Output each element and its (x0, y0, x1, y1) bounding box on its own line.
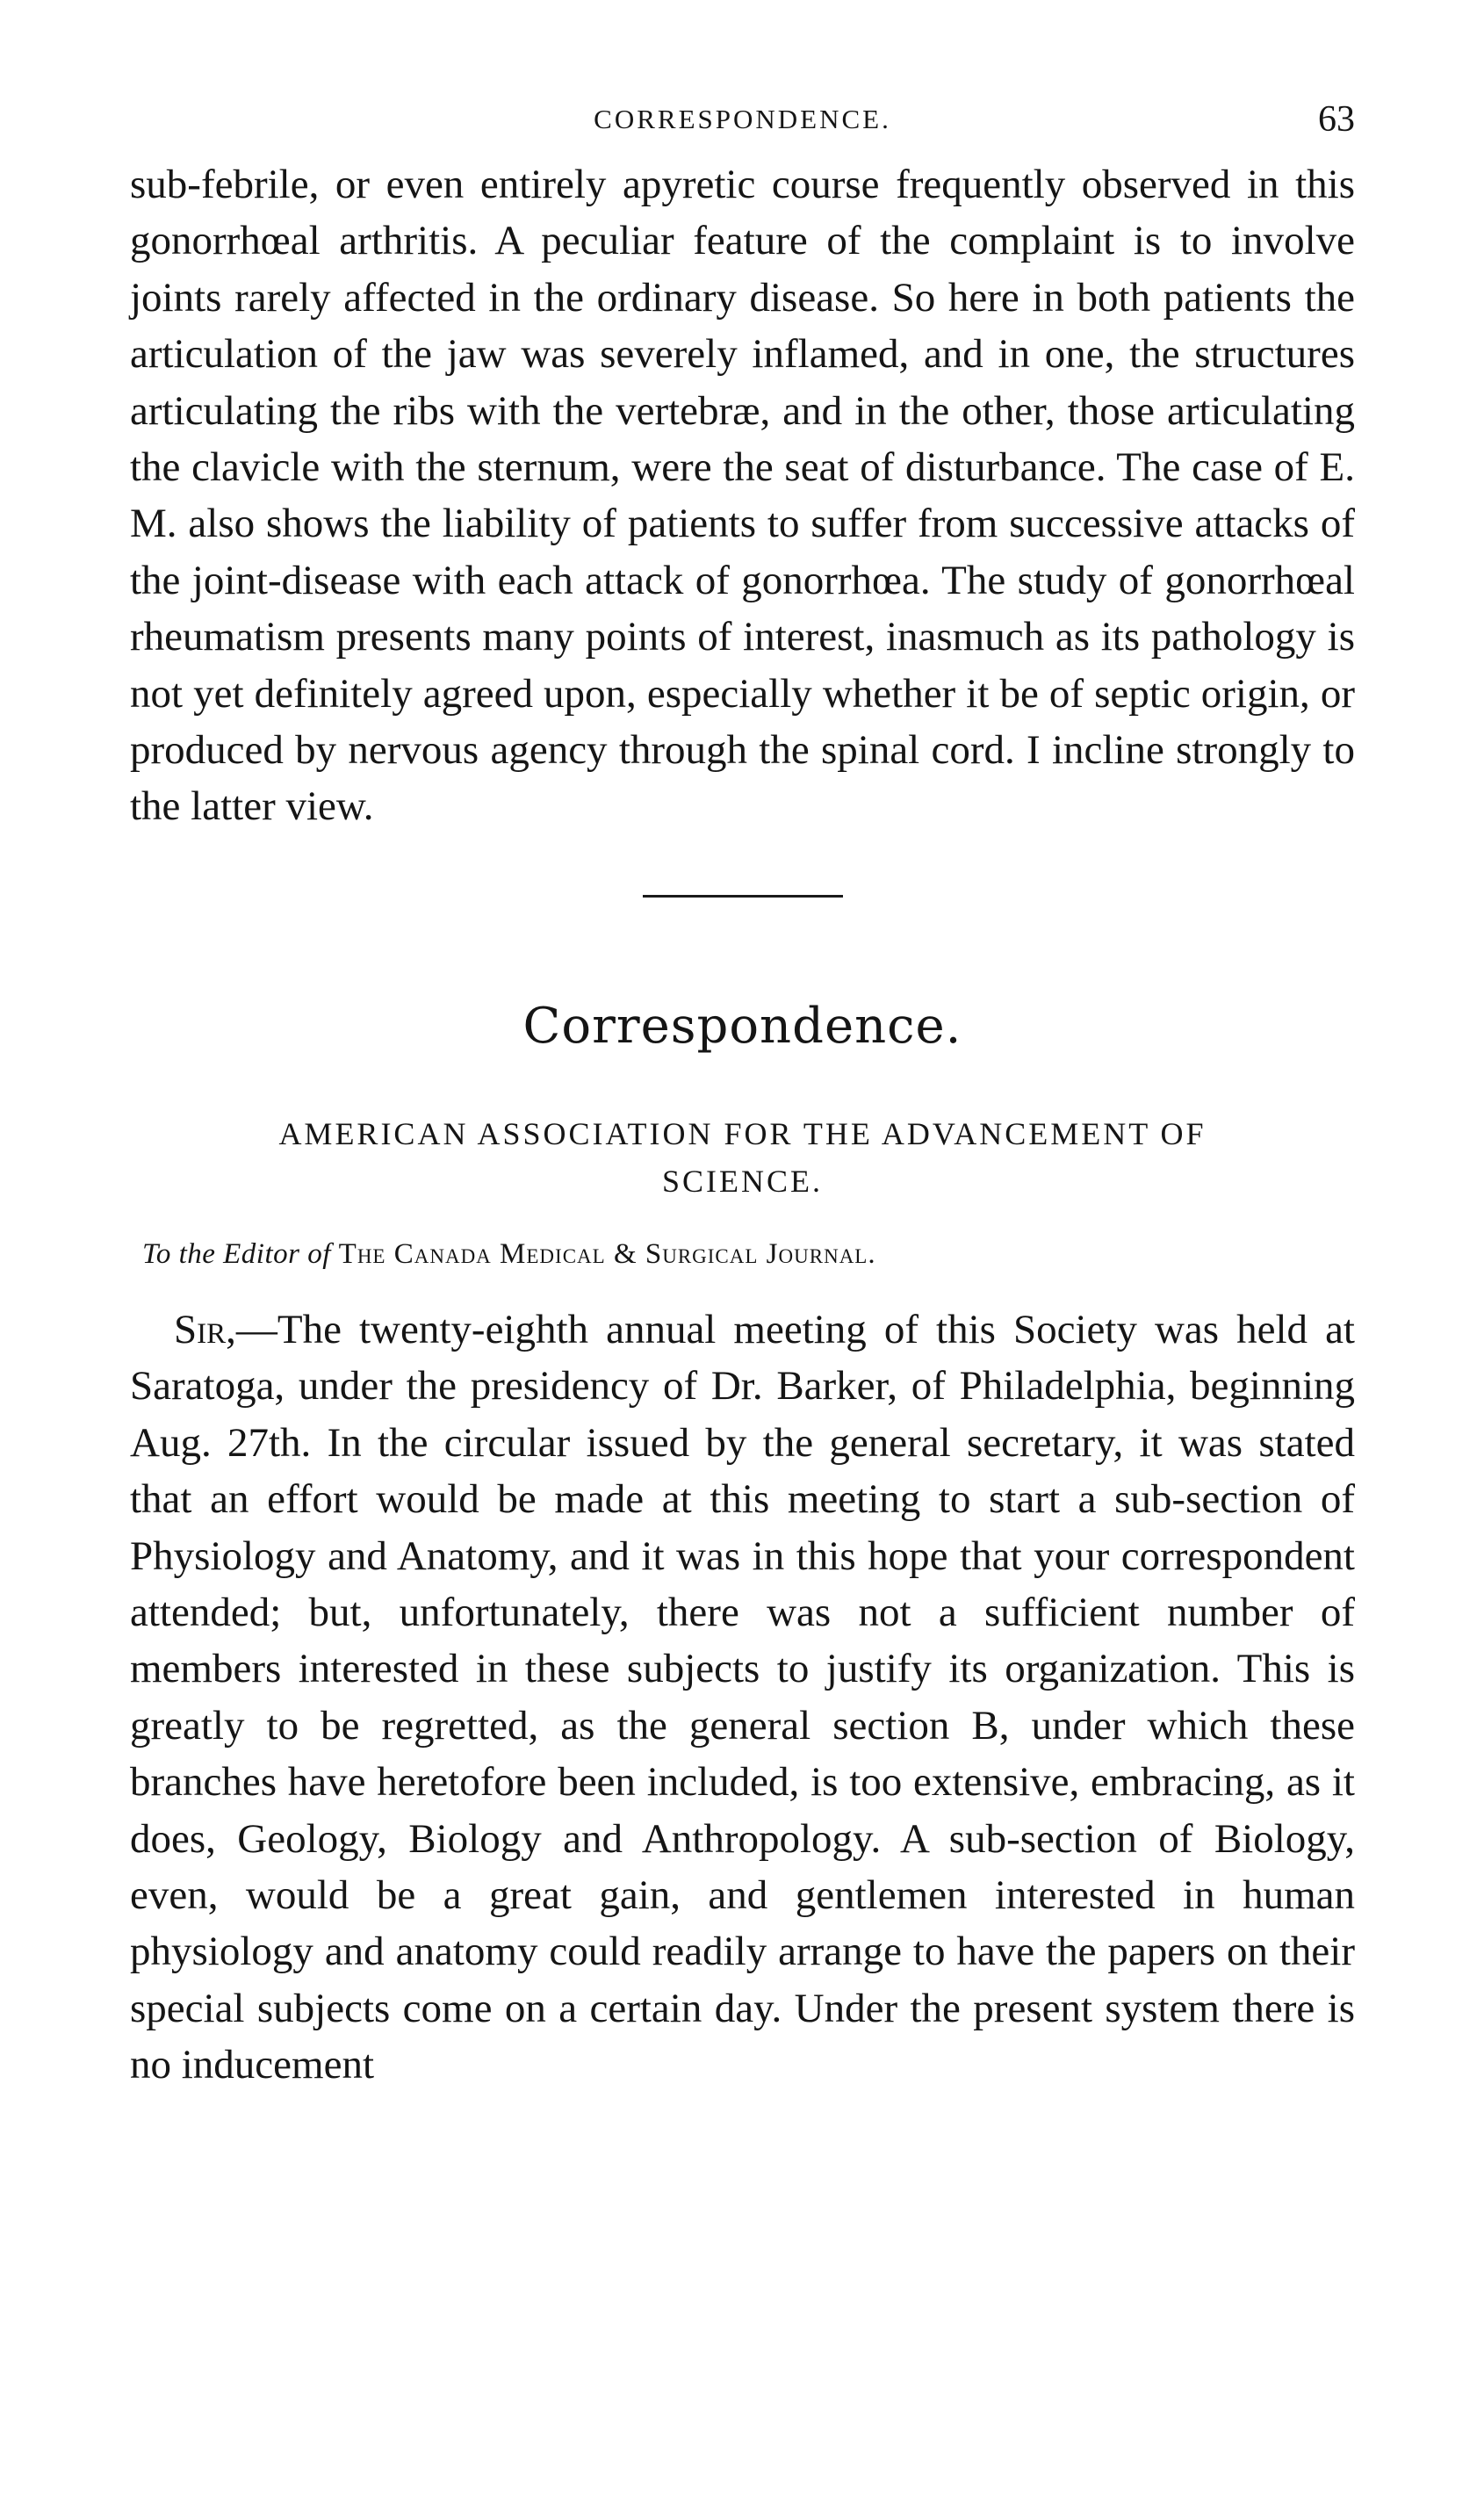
section-divider (643, 895, 843, 898)
running-title: CORRESPONDENCE. (594, 104, 891, 134)
journal-page (130, 99, 1355, 2094)
letter-paragraph (130, 1302, 1355, 2094)
letter-body-block (130, 1302, 1355, 2094)
addressee-line (142, 1235, 1355, 1273)
page-number: 63 (1318, 99, 1355, 140)
addressee-prefix: To the Editor of (142, 1237, 331, 1270)
continuation-paragraph-block (130, 156, 1355, 835)
article-title-line-1: AMERICAN ASSOCIATION FOR THE ADVANCEMENT OF (278, 1115, 1207, 1151)
continuation-paragraph: sub-febrile, or even entirely apyretic course frequently observed in this gonorrhœal arthritis. A peculiar feature of the complaint is to involve joints rarely affected in the ordinary disease. So here in both patients the articulation of the jaw was severely inflamed, and in one, the structures articulating the ribs with the vertebræ, and in the other, those articulating the clavicle with the sternum, were the seat of disturbance. The case of E. M. also shows the liability of patients to suffer from successive attacks of the joint-disease with each attack of gonorrhœa. The study of gonorrhœal rheumatism presents many points of interest, inasmuch as its pathology is not yet definitely agreed upon, especially whether it be of septic origin, or produced by nervous agency through the spinal cord. I incline strongly to the latter view. (130, 162, 1355, 830)
running-head (130, 99, 1355, 156)
letter-salutation: Sir, (174, 1306, 236, 1352)
letter-body: —The twenty-eighth annual meeting of this Society was held at Saratoga, under the presidency of Dr. Barker, of Philadelphia, beginning Aug. 27th. In the circular issued by the general secretary, it was stated that an effort would be made at this meeting to start a sub-section of Physiology and Anatomy, and it was in this hope that your correspondent attended; but, unfortunately, there was not a sufficient number of members interested in these subjects to justify its organization. This is greatly to be regretted, as the general section B, under which these branches have heretofore been included, is too extensive, embracing, as it does, Geology, Biology and Anthropology. A sub-section of Biology, even, would be a great gain, and gentlemen interested in human physiology and anatomy could readily arrange to have the papers on their special subjects come on a certain day. Under the present system there is no inducement (130, 1306, 1355, 2088)
article-title (130, 1110, 1355, 1205)
section-heading: Correspondence. (522, 997, 962, 1055)
addressee-journal: The Canada Medical & Surgical Journal. (338, 1237, 876, 1270)
article-title-line-2: SCIENCE. (661, 1163, 823, 1199)
